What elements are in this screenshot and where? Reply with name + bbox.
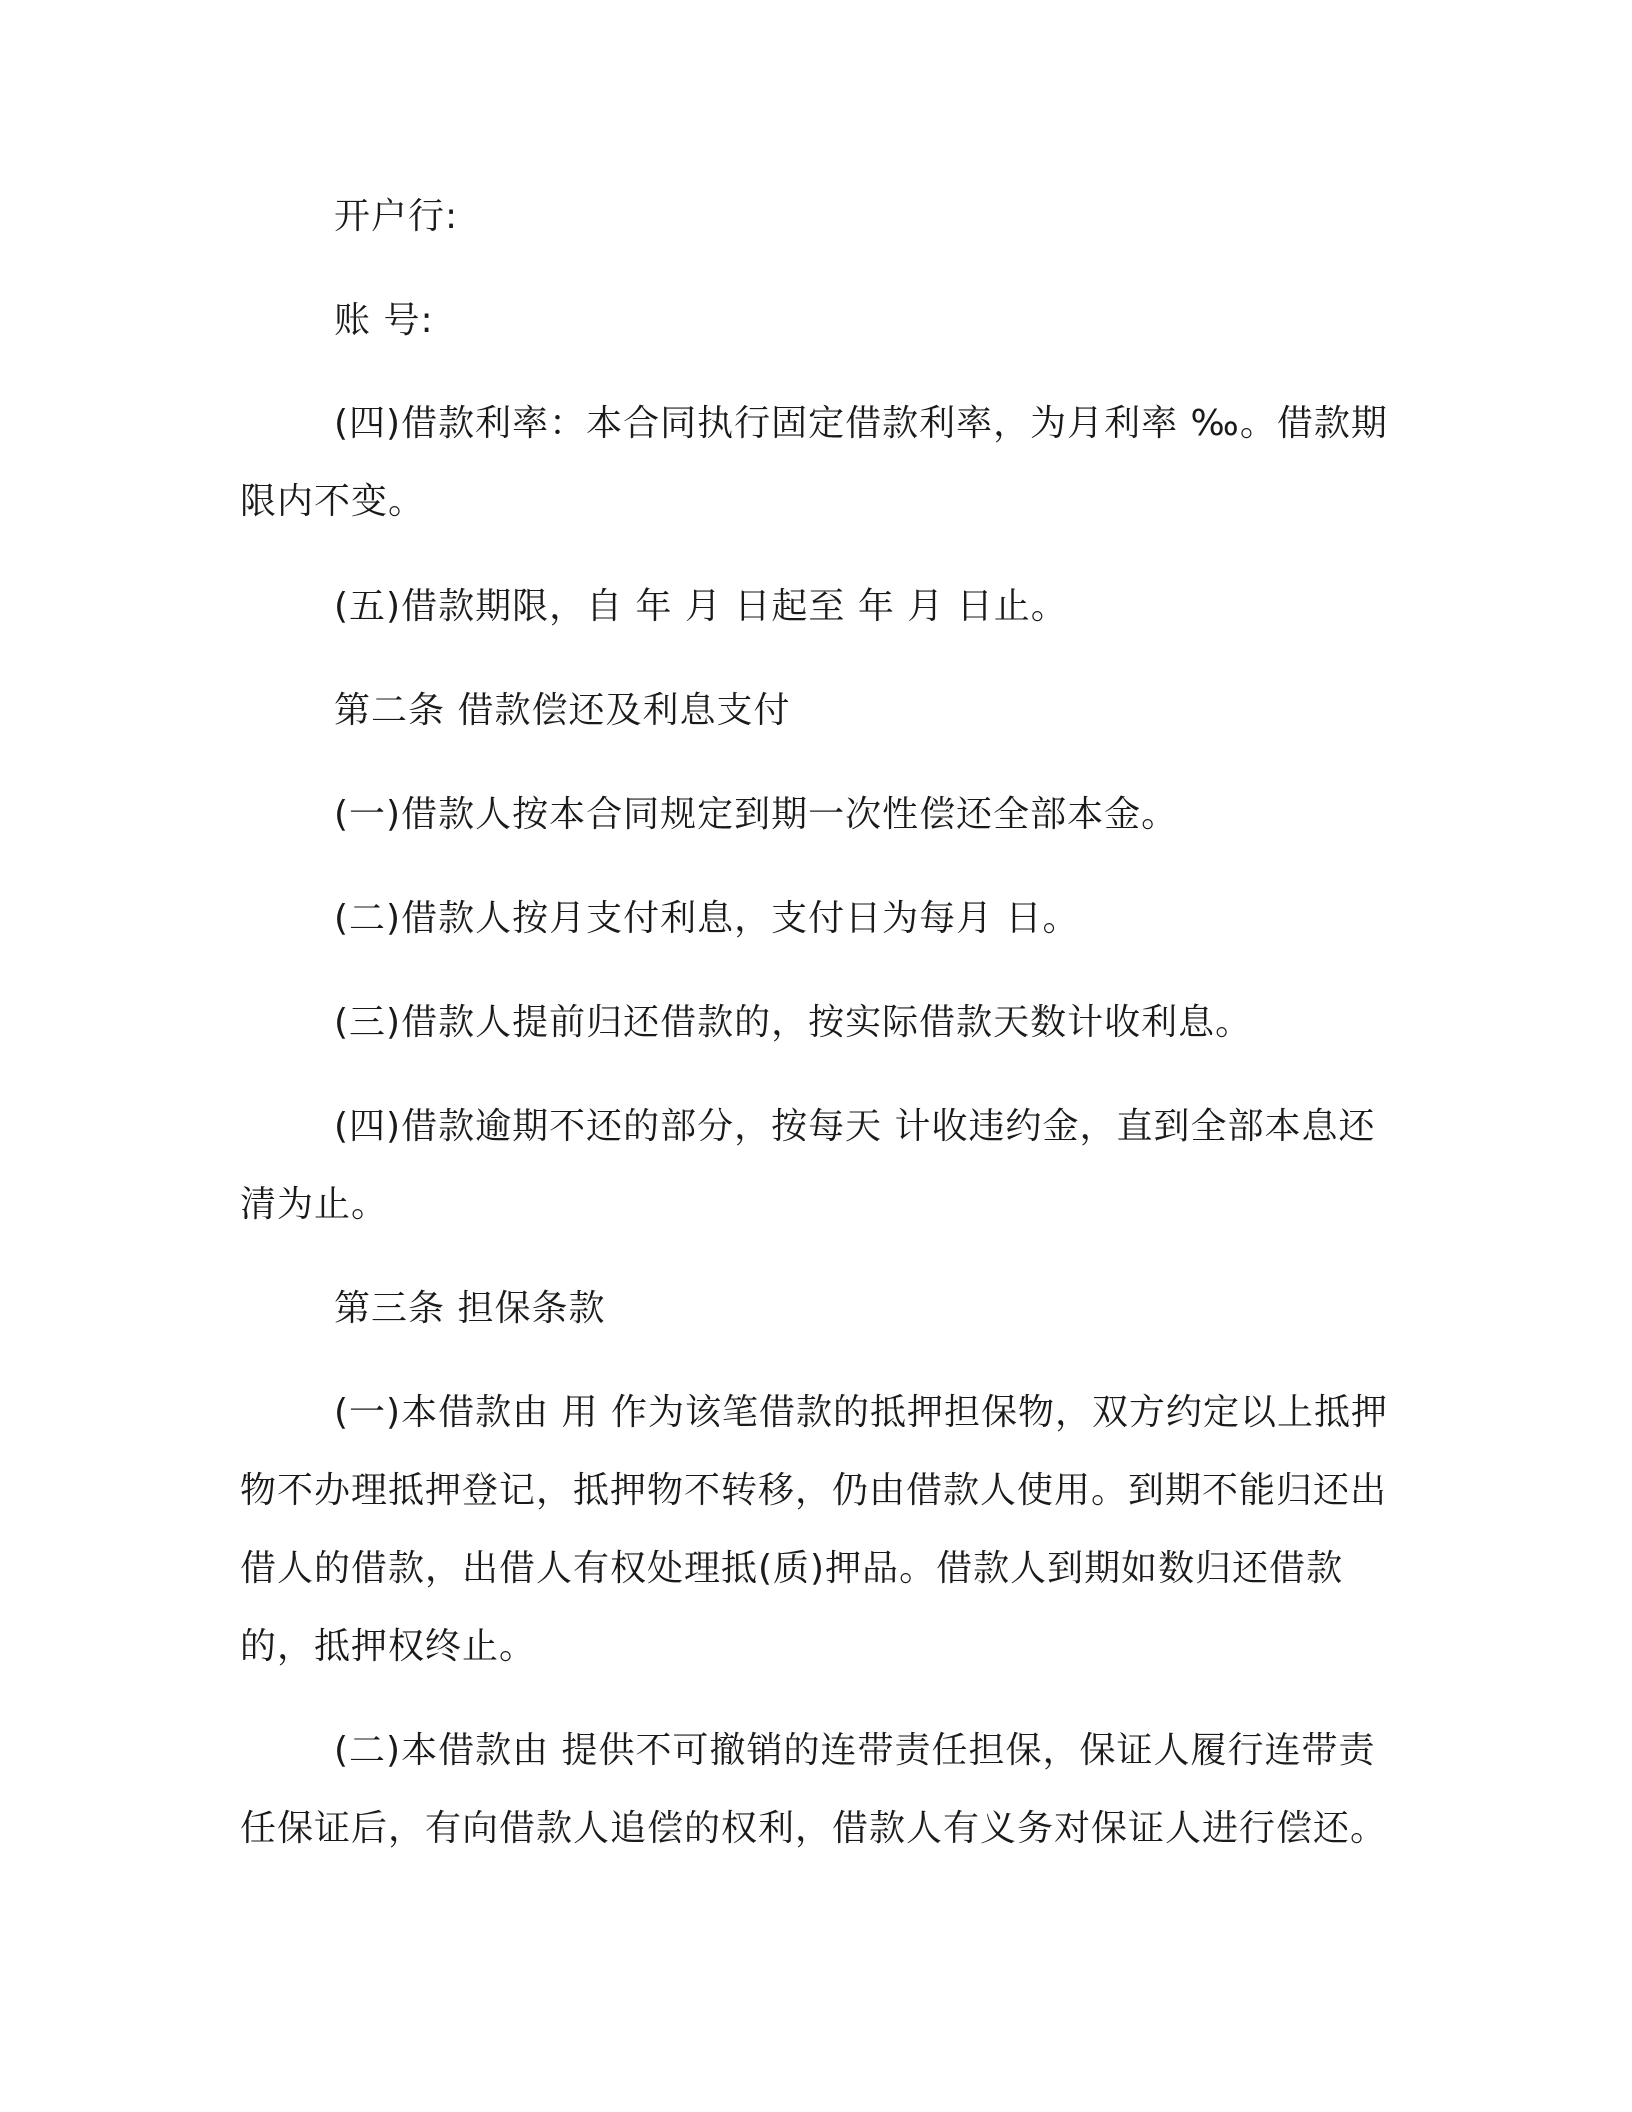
guarantee-clause-2: (二)本借款由 提供不可撤销的连带责任担保，保证人履行连带责任保证后，有向借款人追偿的权利，借款人有义务对保证人进行偿还。 — [240, 1730, 1388, 1849]
repayment-clause-3: (三)借款人提前归还借款的，按实际借款天数计收利息。 — [334, 1002, 1253, 1043]
repayment-clause-1: (一)借款人按本合同规定到期一次性偿还全部本金。 — [334, 794, 1179, 835]
bank-field-label: 开户行: — [334, 196, 459, 237]
repayment-clause-2: (二)借款人按月支付利息，支付日为每月 日。 — [334, 898, 1080, 939]
account-field-label: 账 号: — [334, 300, 434, 341]
article-three-heading: 第三条 担保条款 — [334, 1288, 606, 1329]
guarantee-clause-1: (一)本借款由 用 作为该笔借款的抵押担保物，双方约定以上抵押物不办理抵押登记，抵押物不转移，仍由借款人使用。到期不能归还出借人的借款，出借人有权处理抵(质)押品。借款人到期如数归还借款的，抵押权终止。 — [240, 1392, 1388, 1667]
repayment-clause-4: (四)借款逾期不还的部分，按每天 计收违约金，直到全部本息还清为止。 — [240, 1106, 1376, 1225]
loan-term-clause: (五)借款期限，自 年 月 日起至 年 月 日止。 — [334, 586, 1068, 627]
interest-rate-clause: (四)借款利率：本合同执行固定借款利率，为月利率 ‰。借款期限内不变。 — [240, 403, 1388, 522]
article-two-heading: 第二条 借款偿还及利息支付 — [334, 690, 791, 731]
